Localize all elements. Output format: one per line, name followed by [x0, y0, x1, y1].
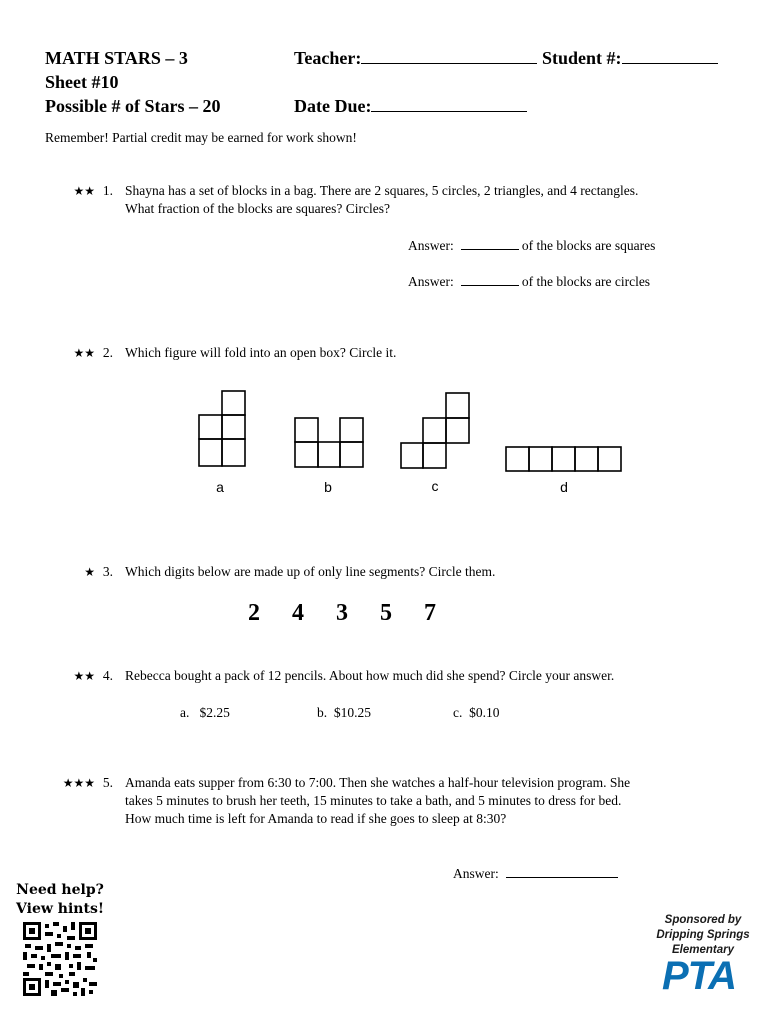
student-field[interactable]	[542, 46, 718, 70]
q2-number: 2.	[102, 345, 113, 360]
choice-b[interactable]	[317, 705, 371, 721]
q5-number: 5.	[102, 775, 113, 790]
answer-label: Answer:	[408, 274, 454, 289]
choice-letter: a.	[180, 705, 190, 720]
figure-label-b: b	[324, 479, 332, 495]
figure-label-a: a	[216, 479, 224, 495]
q1-stars: ★★	[73, 184, 95, 198]
q2-stars: ★★	[73, 346, 95, 360]
help-line1: Need help?	[16, 882, 104, 898]
student-blank[interactable]	[622, 51, 718, 64]
sponsor-line3: Elementary	[671, 944, 734, 956]
answer-blank[interactable]	[461, 273, 519, 286]
help-line2: View hints!	[16, 901, 104, 917]
q1-line2: What fraction of the blocks are squares? Circles?	[125, 201, 391, 216]
date-due-label: Date Due:	[294, 96, 372, 116]
q1-answer-squares[interactable]	[408, 237, 655, 254]
q4-stars: ★★	[73, 669, 95, 683]
q3-number: 3.	[102, 564, 113, 579]
answer-blank[interactable]	[461, 237, 519, 250]
worksheet-title: MATH STARS – 3	[45, 48, 188, 68]
choice-value: $0.10	[469, 705, 500, 720]
answer-blank[interactable]	[506, 865, 618, 878]
q5-line2: takes 5 minutes to brush her teeth, 15 minutes to take a bath, and 5 minutes to dress for bed.	[125, 793, 622, 808]
sponsor-text	[640, 913, 766, 958]
sponsor-line2: Dripping Springs	[656, 929, 750, 941]
net-figure-c[interactable]	[401, 393, 469, 468]
net-figure-b[interactable]	[295, 418, 363, 467]
date-due-field[interactable]	[294, 94, 527, 118]
q5-line1: Amanda eats supper from 6:30 to 7:00. Then she watches a half-hour television program. She	[125, 775, 631, 790]
q5-stars: ★★★	[62, 776, 95, 790]
net-figures	[190, 385, 640, 475]
answer-label: Answer:	[408, 238, 454, 253]
digit-choices[interactable]: 2 4 3 5 7	[248, 600, 436, 626]
student-label: Student #:	[542, 48, 622, 68]
sheet-number: Sheet #10	[45, 72, 119, 92]
date-due-blank[interactable]	[371, 99, 527, 112]
q3-stars: ★	[84, 565, 95, 579]
choice-value: $10.25	[333, 705, 371, 720]
teacher-blank[interactable]	[361, 51, 537, 64]
net-figure-d[interactable]	[506, 447, 621, 471]
q1-text	[125, 182, 745, 218]
choice-a[interactable]	[180, 705, 230, 721]
teacher-label: Teacher:	[294, 48, 362, 68]
sponsor-line1: Sponsored by	[664, 914, 742, 926]
answer-label: Answer:	[453, 866, 499, 881]
help-text	[10, 881, 110, 919]
q2-text: Which figure will fold into an open box? Circle it.	[125, 345, 397, 360]
q5-answer[interactable]	[453, 865, 618, 882]
q1-line1: Shayna has a set of blocks in a bag. There are 2 squares, 5 circles, 2 triangles, and 4 rectangles.	[125, 183, 639, 198]
choice-value: $2.25	[199, 705, 230, 720]
q4-text: Rebecca bought a pack of 12 pencils. About how much did she spend? Circle your answer.	[125, 668, 615, 683]
possible-stars: Possible # of Stars – 20	[45, 96, 221, 116]
choice-letter: b.	[317, 705, 328, 720]
q4-number: 4.	[102, 668, 113, 683]
qr-code-icon[interactable]	[23, 922, 97, 996]
q1-answer-circles[interactable]	[408, 273, 650, 290]
pta-logo: PTA	[662, 954, 737, 998]
q5-text	[125, 774, 745, 828]
choice-letter: c.	[453, 705, 463, 720]
teacher-field[interactable]	[294, 46, 537, 70]
answer-suffix: of the blocks are squares	[521, 238, 656, 253]
figure-label-c: c	[431, 478, 439, 494]
net-figure-a[interactable]	[199, 391, 245, 466]
answer-suffix: of the blocks are circles	[521, 274, 651, 289]
partial-credit-note: Remember! Partial credit may be earned for work shown!	[45, 130, 357, 145]
choice-c[interactable]	[453, 705, 500, 721]
q3-text: Which digits below are made up of only line segments? Circle them.	[125, 564, 496, 579]
figure-label-d: d	[560, 479, 568, 495]
q5-line3: How much time is left for Amanda to read if she goes to sleep at 8:30?	[125, 811, 507, 826]
q1-number: 1.	[102, 183, 113, 198]
